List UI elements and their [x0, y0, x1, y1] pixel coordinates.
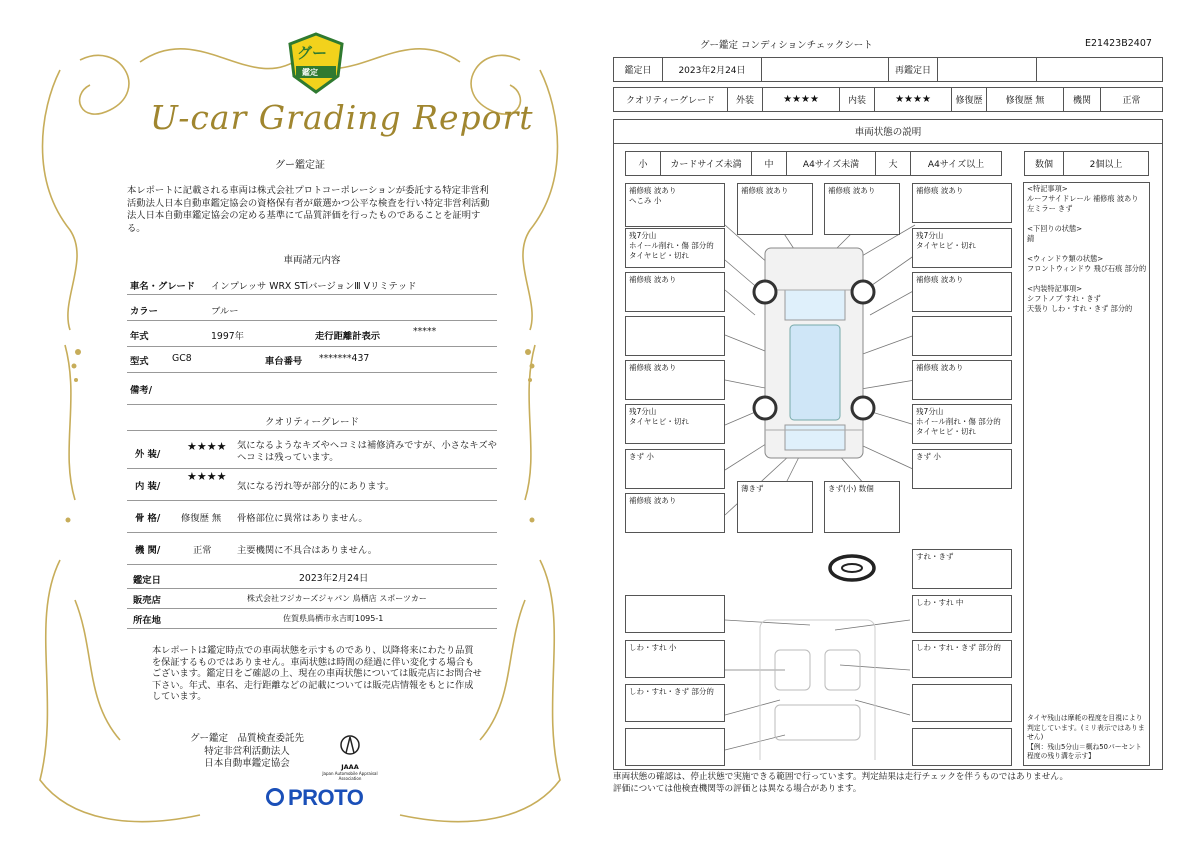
damage-box-11: 残7分山 タイヤヒビ・切れ	[625, 404, 725, 444]
row-exterior	[127, 436, 497, 469]
quality-divider	[127, 430, 497, 431]
damage-box-14: きず 小	[912, 449, 1012, 489]
exterior-stars: ★★★★	[187, 440, 227, 453]
reinspect-label: 再鑑定日	[888, 57, 938, 82]
interior-stars: ★★★★	[187, 470, 227, 483]
interior-label: 内 装/	[135, 481, 161, 492]
mileage-label: 走行距離計表示	[315, 331, 381, 342]
legend-count-desc: 2個以上	[1063, 151, 1149, 176]
damage-box-13: きず 小	[625, 449, 725, 489]
sheet-title: グー鑑定 コンディションチェックシート	[700, 40, 873, 51]
exterior-text: 気になるようなキズやヘコミは補修済みですが、小さなキズやヘコミは残っています。	[237, 440, 497, 463]
reinspect-blank	[1036, 57, 1163, 82]
spec-heading: 車両諸元内容	[283, 255, 341, 266]
mileage-value: *****	[413, 326, 437, 337]
exterior-label: 外 装/	[135, 449, 161, 460]
issuer-block	[172, 733, 322, 771]
legend-small-desc: カードサイズ未満	[660, 151, 752, 176]
date-label: 鑑定日	[133, 575, 161, 586]
interior-box-21: しわ・すれ・きず 部分的	[912, 640, 1012, 678]
sheet-engine-label: 機関	[1063, 87, 1101, 112]
row-model-chassis	[127, 348, 497, 373]
damage-box-10: 補修痕 波あり	[912, 360, 1012, 400]
row-address	[127, 608, 497, 629]
frame-value: 修復歴 無	[181, 513, 222, 524]
issuer-line-2: 特定非営利活動法人	[204, 745, 290, 757]
address-label: 所在地	[133, 615, 161, 626]
interior-box-22: しわ・すれ・きず 部分的	[625, 684, 725, 722]
damage-box-7: 補修痕 波あり	[625, 272, 725, 312]
jaaa-text: JAAA	[341, 763, 359, 771]
sheet-quality-label: クオリティーグレード	[613, 87, 728, 112]
jaaa-logo	[320, 733, 380, 781]
chassis-value: *******437	[319, 353, 370, 364]
row-remarks	[127, 374, 497, 405]
damage-box-1: 補修痕 波あり へこみ 小	[625, 183, 725, 227]
interior-box-18: すれ・きず	[912, 549, 1012, 589]
sheet-engine-value: 正常	[1100, 87, 1163, 112]
chassis-label: 車台番号	[265, 356, 303, 367]
sheet-date-blank	[761, 57, 889, 82]
row-year-mileage	[127, 322, 497, 347]
engine-text: 主要機関に不具合はありません。	[237, 545, 378, 556]
proto-logo-text: PROTO	[288, 785, 364, 810]
report-title: U-car Grading Report	[150, 98, 534, 137]
frame-text: 骨格部位に異常はありません。	[237, 513, 368, 524]
frame-label: 骨 格/	[135, 513, 161, 524]
color-label: カラー	[130, 306, 158, 317]
year-value: 1997年	[211, 331, 244, 342]
sheet-bottom-note: 車両状態の確認は、停止状態で実施できる範囲で行っています。判定結果は走行チェックを伴うものではありません。 評価については他検査機関等の評価とは異なる場合があります。	[613, 772, 1069, 794]
sheet-repair-value: 修復歴 無	[986, 87, 1064, 112]
year-label: 年式	[130, 331, 149, 342]
sheet-int-stars: ★★★★	[874, 87, 952, 112]
certificate-intro: 本レポートに記載される車両は株式会社プロトコーポレーションが委託する特定非営利活動法人日本自動車鑑定協会の資格保有者が厳選かつ公平な検査を行い特定非営利活動法人日本自動車鑑定協会の定める基準にて品質評価を行ったものであることを証明する。	[127, 185, 490, 234]
damage-box-16: 薄きず	[737, 481, 813, 533]
interior-box-empty-4	[912, 728, 1012, 766]
damage-box-empty-right	[912, 316, 1012, 356]
row-date	[127, 566, 497, 589]
model-value: GC8	[172, 353, 192, 364]
damage-box-3: 補修痕 波あり	[824, 183, 900, 235]
row-dealer	[127, 588, 497, 609]
certificate-heading: グー鑑定証	[275, 160, 325, 171]
date-value: 2023年2月24日	[299, 573, 369, 584]
interior-text: 気になる汚れ等が部分的にあります。	[237, 481, 395, 492]
legend-mid: 中	[751, 151, 787, 176]
tire-note: タイヤ残山は摩耗の程度を目視により判定しています。(ミリ表示ではありません) 【例：残山5分山＝概ね50パーセント程度の残り溝を示す】	[1027, 714, 1145, 760]
row-color	[127, 296, 497, 321]
color-value: ブルー	[211, 306, 239, 317]
row-interior	[127, 470, 497, 501]
interior-box-empty-3	[625, 728, 725, 766]
issuer-line-3: 日本自動車鑑定協会	[204, 758, 290, 769]
logo-goo-text: グー	[297, 44, 328, 62]
issuer-line-1: グー鑑定 品質検査委託先	[189, 733, 304, 744]
address-value: 佐賀県鳥栖市永吉町1095-1	[283, 614, 384, 623]
damage-box-17: きず(小) 数個	[824, 481, 900, 533]
damage-box-8: 補修痕 波あり	[912, 272, 1012, 312]
name-value: インプレッサ WRX STiバージョンⅢ Vリミテッド	[211, 281, 417, 292]
legend-mid-desc: A4サイズ未満	[786, 151, 876, 176]
name-label: 車名・グレード	[130, 281, 196, 292]
damage-box-empty-left	[625, 316, 725, 356]
row-name-grade	[127, 272, 497, 295]
damage-box-6: 残7分山 タイヤヒビ・切れ	[912, 228, 1012, 268]
interior-box-19: しわ・すれ 中	[912, 595, 1012, 633]
dealer-value: 株式会社フジカーズジャパン 鳥栖店 スポーツカー	[247, 594, 427, 603]
reinspect-value	[937, 57, 1037, 82]
interior-box-20: しわ・すれ 小	[625, 640, 725, 678]
interior-box-empty-1	[625, 595, 725, 633]
row-engine	[127, 534, 497, 565]
damage-box-5: 残7分山 ホイール削れ・傷 部分的 タイヤヒビ・切れ	[625, 228, 725, 268]
damage-box-15: 補修痕 波あり	[625, 493, 725, 533]
certificate-footnote: 本レポートは鑑定時点での車両状態を示すものであり、以降将来にわたり品質を保証するものではありません。車両状態は時間の経過に伴い変化する場合もございます。鑑定日をご確認の上、現在の車両状態については販売店にお問合せ下さい。年式、車名、走行距離などの記載については販売店情報をもとに作成しています。	[152, 645, 482, 703]
sheet-id: E21423B2407	[1085, 38, 1152, 49]
interior-box-empty-2	[912, 684, 1012, 722]
dealer-label: 販売店	[133, 595, 161, 606]
sheet-ext-stars: ★★★★	[762, 87, 840, 112]
special-notes: <特記事項> ルーフサイドレール 補修痕 波あり 左ミラー きず <下回りの状態> 錆 <ウィンドウ類の状態> フロントウィンドウ 飛び石痕 部分的 <内装特記事項> シフトノブ すれ・きず 天張り しわ・すれ・きず 部分的	[1027, 184, 1147, 313]
row-frame	[127, 502, 497, 533]
damage-box-2: 補修痕 波あり	[737, 183, 813, 235]
sheet-date-value: 2023年2月24日	[662, 57, 762, 82]
sheet-repair-label: 修復歴	[951, 87, 987, 112]
jaaa-subtext: Japan Automobile Appraisal Association	[322, 771, 378, 781]
sheet-ext-label: 外装	[727, 87, 763, 112]
damage-box-12: 残7分山 ホイール削れ・傷 部分的 タイヤヒビ・切れ	[912, 404, 1012, 444]
state-heading: 車両状態の説明	[613, 119, 1163, 144]
remarks-label: 備考/	[130, 385, 152, 396]
sheet-date-label: 鑑定日	[613, 57, 663, 82]
legend-small: 小	[625, 151, 661, 176]
proto-logo-icon	[266, 788, 284, 806]
engine-value: 正常	[193, 545, 212, 556]
sheet-int-label: 内装	[839, 87, 875, 112]
quality-heading: クオリティーグレード	[264, 417, 360, 428]
damage-box-4: 補修痕 波あり	[912, 183, 1012, 223]
legend-large-desc: A4サイズ以上	[910, 151, 1002, 176]
jaaa-emblem-icon	[340, 733, 360, 761]
engine-label: 機 関/	[135, 545, 161, 556]
legend-large: 大	[875, 151, 911, 176]
legend-count: 数個	[1024, 151, 1064, 176]
logo-kantei-text: 鑑定	[302, 68, 318, 77]
model-label: 型式	[130, 356, 149, 367]
damage-box-9: 補修痕 波あり	[625, 360, 725, 400]
